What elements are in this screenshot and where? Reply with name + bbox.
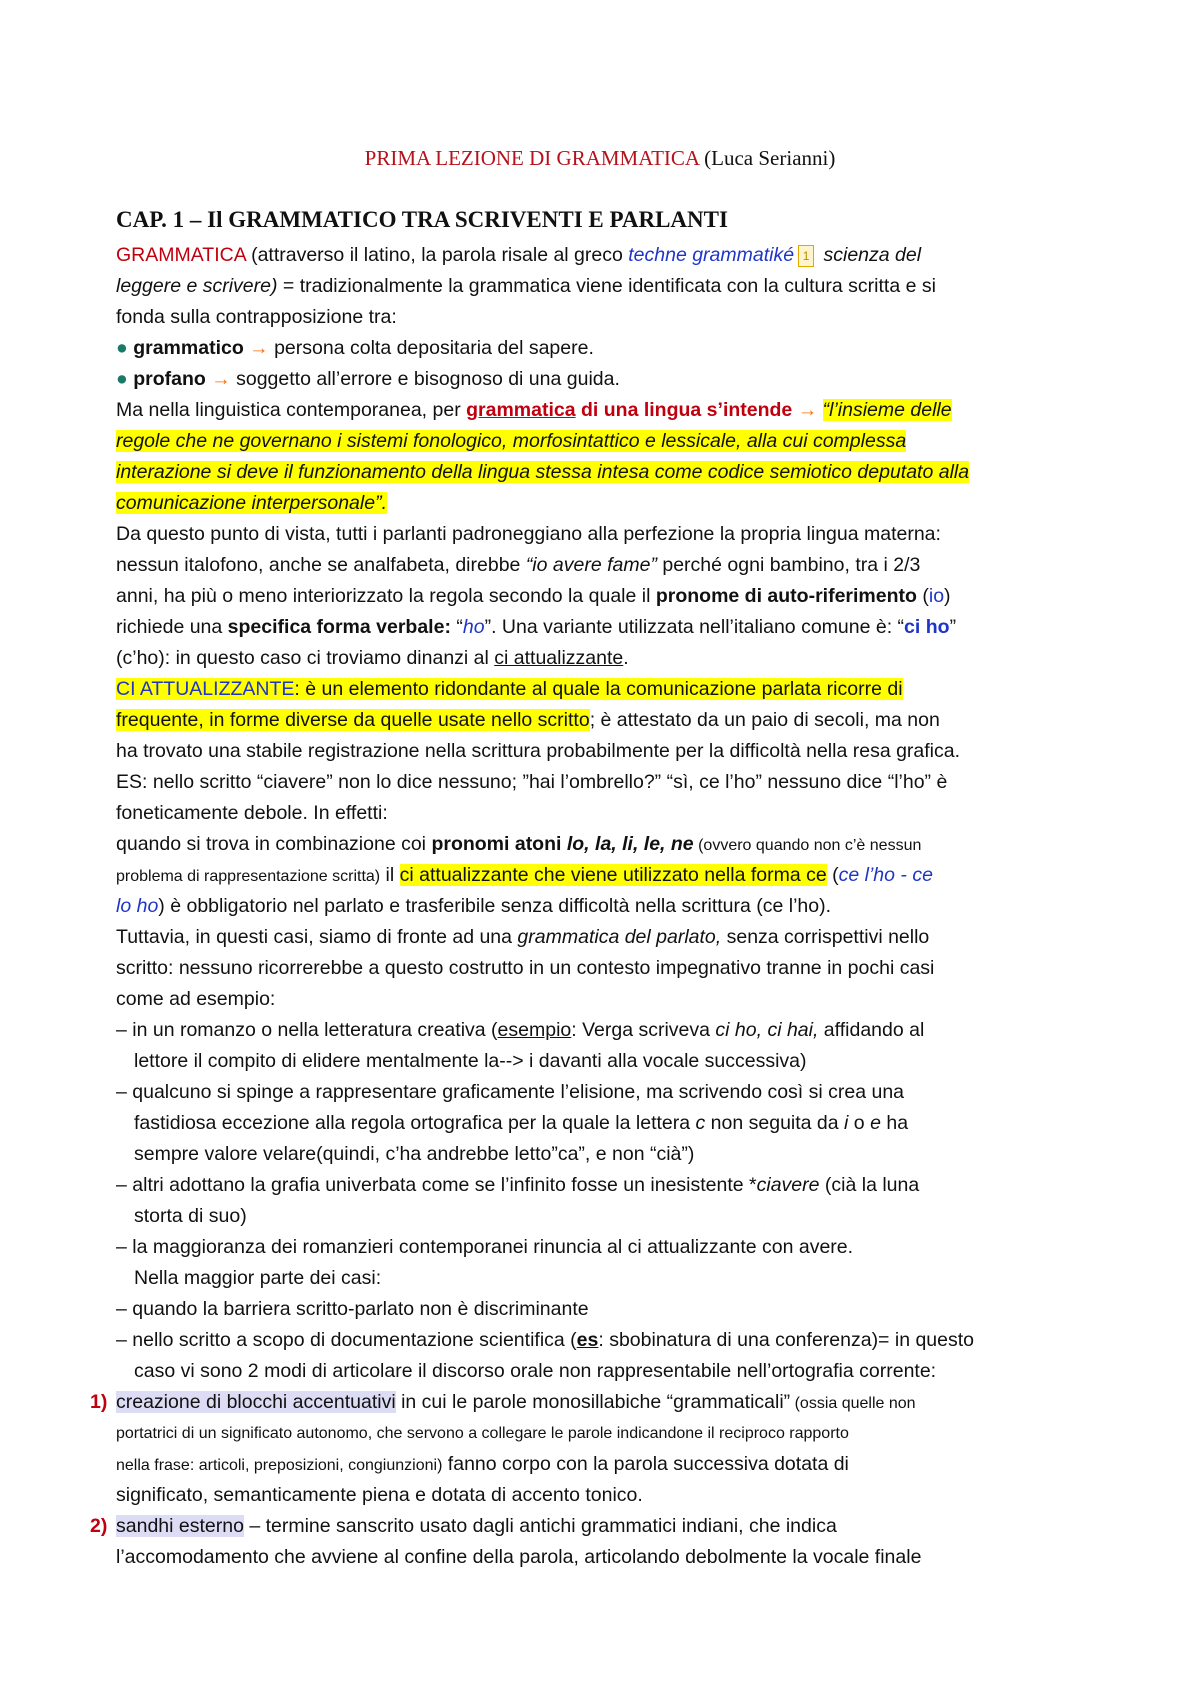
- p5-line-1: Tuttavia, in questi casi, siamo di fronte ad una grammatica del parlato, senza corrispettivi nello: [116, 926, 930, 948]
- dash-item: – nello scritto a scopo di documentazione scientifica (es: sbobinatura di una conferenza)= in questo: [116, 1329, 975, 1351]
- term-ci-attualizzante: CI ATTUALIZZANTE: [116, 678, 295, 700]
- p3-line-1: Da questo punto di vista, tutti i parlanti padroneggiano alla perfezione la propria lingua materna:: [116, 523, 941, 545]
- term-grammatica: GRAMMATICA: [116, 244, 246, 266]
- dash-item: – la maggioranza dei romanzieri contemporanei rinuncia al ci attualizzante con avere.: [116, 1236, 854, 1258]
- highlighted-quote: “l’insieme delle: [822, 399, 952, 421]
- p2-line-1: Ma nella linguistica contemporanea, per grammatica di una lingua s’intende → “l’insieme delle: [116, 399, 952, 421]
- p1-line-2: leggere e scrivere) = tradizionalmente la grammatica viene identificata con la cultura scritta e si: [116, 275, 936, 297]
- greek-term: techne grammatiké: [628, 244, 795, 266]
- arrow-right-icon: →: [211, 368, 231, 390]
- p1-line-1: GRAMMATICA (attraverso il latino, la parola risale al greco techne grammatiké 1 scienza del: [116, 244, 922, 266]
- numbered-item: 2) sandhi esterno – termine sanscrito usato dagli antichi grammatici indiani, che indica: [90, 1515, 837, 1537]
- bullet-item: ● grammatico → persona colta depositaria del sapere.: [116, 337, 594, 359]
- title-main: PRIMA LEZIONE DI GRAMMATICA: [364, 146, 699, 170]
- bullet-item: ● profano → soggetto all’errore e bisognoso di una guida.: [116, 368, 620, 390]
- dash-item: – qualcuno si spinge a rappresentare graficamente l’elisione, ma scrivendo così si crea una: [116, 1081, 905, 1103]
- p4-line-1: CI ATTUALIZZANTE: è un elemento ridondante al quale la comunicazione parlata ricorre di: [116, 678, 903, 700]
- comment-note-icon[interactable]: 1: [798, 245, 814, 267]
- dash-item: – quando la barriera scritto-parlato non è discriminante: [116, 1298, 589, 1320]
- arrow-right-icon: →: [249, 337, 269, 359]
- document-body: GRAMMATICA (attraverso il latino, la parola risale al greco techne grammatiké 1 scienza del leggere e scrivere) = tradizionalmente la grammatica viene identificata con la cultura scritta e si fonda sulla contrapposizione tra: ● grammatico → persona colta depositaria del sapere. ● profano → soggetto all’errore e bisognoso di una guida. Ma nella linguistica contemporanea, per grammatica di una lingua s’intende → “l’insieme delle regole che ne governano i sistemi fonologico, morfosintattico e lessicale, alla cui complessa interazione si deve il funzionamento della lingua stessa intesa come codice semiotico deputato alla comunicazione interpersonale”. Da questo punto di vista, tutti i parlanti padroneggiano alla perfezione la propria lingua materna: nessun italofono, anche se analfabeta, direbbe “io avere fame” perché ogni bambino, tra i 2/3 anni, ha più o meno interiorizzato la regola secondo la quale il pronome di auto-riferimento (io) richiede una specifica forma verbale: “ho”. Una variante utilizzata nell’italiano comune è: “ci ho” (c’ho): in questo caso ci troviamo dinanzi al ci attualizzante. CI ATTUALIZZANTE: è un elemento ridondante al quale la comunicazione parlata ricorre di frequente, in forme diverse da quelle usate nello scritto; è attestato da un paio di secoli, ma non ha trovato una stabile registrazione nella scrittura probabilmente per la difficoltà nella resa grafica. ES: nello scritto “ciavere” non lo dice nessuno; ”hai l’ombrello?” “sì, ce l’ho” nessuno dice “l’ho” è foneticamente debole. In effetti: quando si trova in combinazione coi pronomi atoni lo, la, li, le, ne (ovvero quando non c’è nessun problema di rappresentazione scritta) il ci attualizzante che viene utilizzato nella forma ce (ce l’ho - ce lo ho) è obbligatorio nel parlato e trasferibile senza difficoltà nella scrittura (ce l’ho). Tuttavia, in questi casi, siamo di fronte ad una grammatica del parlato, senza corrispettivi nello scritto: nessuno ricorrerebbe a questo costrutto in un contesto impegnativo tranne in pochi casi come ad esempio: – in un romanzo o nella letteratura creativa (esempio: Verga scriveva ci ho, ci hai, affidando al lettore il compito di elidere mentalmente la--> i davanti alla vocale successiva) – qualcuno si spinge a rappresentare graficamente l’elisione, ma scrivendo così si crea una fastidiosa eccezione alla regola ortografica per la quale la lettera c non seguita da i o e ha sempre valore velare(quindi, c’ha andrebbe letto”ca”, e non “cià”) – altri adottano la grafia univerbata come se l’infinito fosse un inesistente *ciavere (cià la luna storta di suo) – la maggioranza dei romanzieri contemporanei rinuncia al ci attualizzante con avere. Nella maggior parte dei casi: – quando la barriera scritto-parlato non è discriminante – nello scritto a scopo di documentazione scientifica (es: sbobinatura di una conferenza)= in questo caso vi sono 2 modi di articolare il discorso orale non rappresentabile nell’ortografia corrente: 1) creazione di blocchi accentuativi in cui le parole monosillabiche “grammaticali” (ossia quelle non portatrici di un significato autonomo, che servono a collegare le parole indicandone il reciproco rapporto nella frase: articoli, preposizioni, congiunzioni) fanno corpo con la parola successiva dotata di significato, semanticamente piena e dotata di accento tonico. 2) sandhi esterno – termine sanscrito usato dagli antichi grammatici indiani, che indica l’accomodamento che avviene al confine della parola, articolando debolmente la vocale finale: [116, 240, 1116, 1573]
- bullet-dot-icon: ●: [116, 368, 128, 390]
- document-title: [0, 146, 1200, 171]
- bullet-dot-icon: ●: [116, 337, 128, 359]
- p1-line-3: fonda sulla contrapposizione tra:: [116, 306, 397, 328]
- title-author: (Luca Serianni): [704, 146, 836, 170]
- dash-item: – altri adottano la grafia univerbata come se l’infinito fosse un inesistente *ciavere (cià la luna: [116, 1174, 920, 1196]
- dash-item: – in un romanzo o nella letteratura creativa (esempio: Verga scriveva ci ho, ci hai, affidando al: [116, 1019, 925, 1041]
- chapter-heading: CAP. 1 – Il GRAMMATICO TRA SCRIVENTI E PARLANTI: [116, 207, 728, 232]
- numbered-item: 1) creazione di blocchi accentuativi in cui le parole monosillabiche “grammaticali” (ossia quelle non: [90, 1391, 916, 1413]
- arrow-right-icon: →: [797, 399, 818, 421]
